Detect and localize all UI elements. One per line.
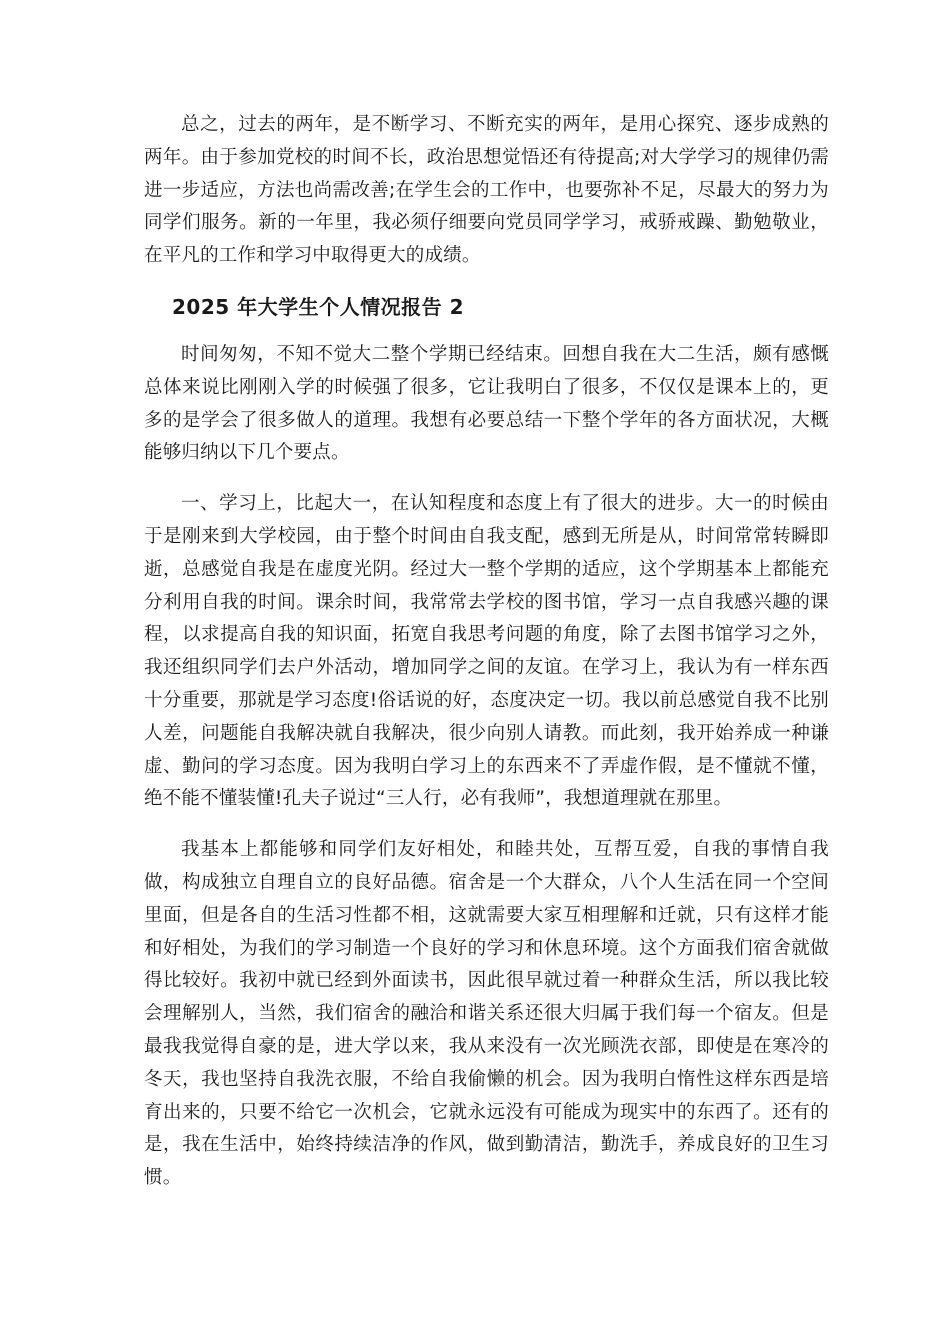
paragraph-intro: 时间匆匆，不知不觉大二整个学期已经结束。回想自我在大二生活，颇有感慨总体来说比刚刚入学的时候强了很多，它让我明白了很多，不仅仅是课本上的，更多的是学会了很多做人的道理。我想有必要总结一下整个学年的各方面状况，大概能够归纳以下几个要点。	[144, 343, 829, 464]
paragraph-life: 我基本上都能够和同学们友好相处，和睦共处，互帮互爱，自我的事情自我做，构成独立自理自立的良好品德。宿舍是一个大群众，八个人生活在同一个空间里面，但是各自的生活习性都不相，这就需要大家互相理解和迁就，只有这样才能和好相处，为我们的学习制造一个良好的学习和休息环境。这个方面我们宿舍就做得比较好。我初中就已经到外面读书，因此很早就过着一种群众生活，所以我比较会理解别人，当然，我们宿舍的融洽和谐关系还很大归属于我们每一个宿友。但是最我我觉得自豪的是，进大学以来，我从来没有一次光顾洗衣部，即使是在寒冷的冬天，我也坚持自我洗衣服，不给自我偷懒的机会。因为我明白惰性这样东西是培育出来的，只要不给它一次机会，它就永远没有可能成为现实中的东西了。还有的是，我在生活中，始终持续洁净的作风，做到勤清洁，勤洗手，养成良好的卫生习惯。	[144, 839, 829, 1189]
paragraph-study: 一、学习上，比起大一，在认知程度和态度上有了很大的进步。大一的时候由于是刚来到大学校园，由于整个时间由自我支配，感到无所是从，时间常常转瞬即逝，总感觉自我是在虚度光阴。经过大一整个学期的适应，这个学期基本上都能充分利用自我的时间。课余时间，我常常去学校的图书馆，学习一点自我感兴趣的课程，以求提高自我的知识面，拓宽自我思考问题的角度，除了去图书馆学习之外，我还组织同学们去户外活动，增加同学之间的友谊。在学习上，我认为有一样东西十分重要，那就是学习态度!俗话说的好，态度决定一切。我以前总感觉自我不比别人差，问题能自我解决就自我解决，很少向别人请教。而此刻，我开始养成一种谦虚、勤问的学习态度。因为我明白学习上的东西来不了弄虚作假，是不懂就不懂，绝不能不懂装懂!孔夫子说过“三人行，必有我师”，我想道理就在那里。	[144, 493, 829, 810]
paragraph-summary: 总之，过去的两年，是不断学习、不断充实的两年，是用心探究、逐步成熟的两年。由于参加党校的时间不长，政治思想觉悟还有待提高;对大学学习的规律仍需进一步适应，方法也尚需改善;在学生会的工作中，也要弥补不足，尽最大的努力为同学们服务。新的一年里，我必须仔细要向党员同学学习，戒骄戒躁、勤勉敬业，在平凡的工作和学习中取得更大的成绩。	[144, 114, 829, 267]
section-heading: 2025 年大学生个人情况报告 2	[172, 294, 465, 319]
